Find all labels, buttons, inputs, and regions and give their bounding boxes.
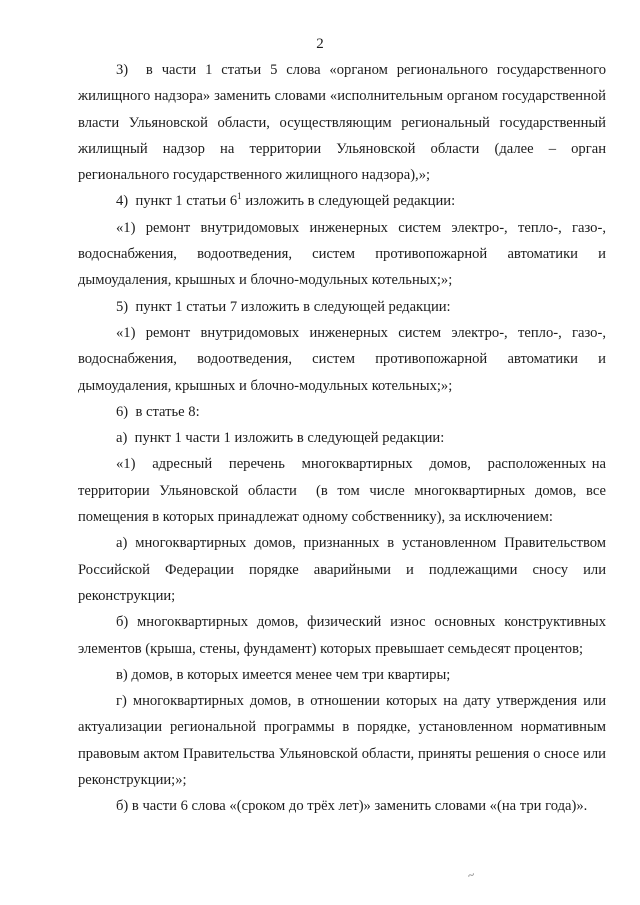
paragraph-item-5: 5) пункт 1 статьи 7 изложить в следующей редакции: [116,298,451,315]
paragraph-subitem-b: б) в части 6 слова «(сроком до трёх лет)» заменить словами «(на три года)». [116,798,588,815]
superscript-index: 1 [237,191,242,202]
paragraph-quote-3: «1) адресный перечень многоквартирных домов, расположенных на территории Ульяновской области (в том числе многоквартирных домов, все помещения в которых принадлежат одному собственнику), за исключением: [78,456,606,526]
paragraph-exception-g: г) многоквартирных домов, в отношении которых на дату утверждения или актуализации региональной программы в порядке, установленном нормативным правовым актом Правительства Ульяновской области, приняты решения о сносе или реконструкции;»; [78,693,606,789]
page-number: 2 [316,36,324,52]
document-body [78,57,606,820]
corner-mark: ~ [465,867,477,883]
item-4-text: 4) пункт 1 статьи 6 [116,193,238,210]
paragraph-exception-b: б) многоквартирных домов, физический износ основных конструктивных элементов (крыша, стены, фундамент) которых превышает семьдесят процентов; [78,614,606,657]
paragraph-item-6: 6) в статье 8: [116,403,200,420]
paragraph-item-3: 3) в части 1 статьи 5 слова «органом регионального государственного жилищного надзора» заменить словами «исполнительным органом государственной власти Ульяновской области, осуществляющим региональный государственный жилищный надзор на территории Ульяновской области (далее – орган регионального государственного жилищного надзора),»; [78,62,606,184]
item-4-text-end: изложить в следующей редакции: [241,193,456,210]
paragraph-exception-v: в) домов, в которых имеется менее чем три квартиры; [116,666,451,683]
paragraph-quote-2: «1) ремонт внутридомовых инженерных систем электро-, тепло-, газо-, водоснабжения, водоотведения, систем противопожарной автоматики и дымоудаления, крышных и блочно-модульных котельных;»; [78,324,606,394]
paragraph-quote-1: «1) ремонт внутридомовых инженерных систем электро-, тепло-, газо-, водоснабжения, водоотведения, систем противопожарной автоматики и дымоудаления, крышных и блочно-модульных котельных;»; [78,219,606,289]
paragraph-item-4 [78,188,606,214]
paragraph-subitem-a: а) пункт 1 части 1 изложить в следующей редакции: [116,430,445,447]
paragraph-exception-a: а) многоквартирных домов, признанных в установленном Правительством Российской Федерации порядке аварийными и подлежащими сносу или реконструкции; [78,535,606,604]
